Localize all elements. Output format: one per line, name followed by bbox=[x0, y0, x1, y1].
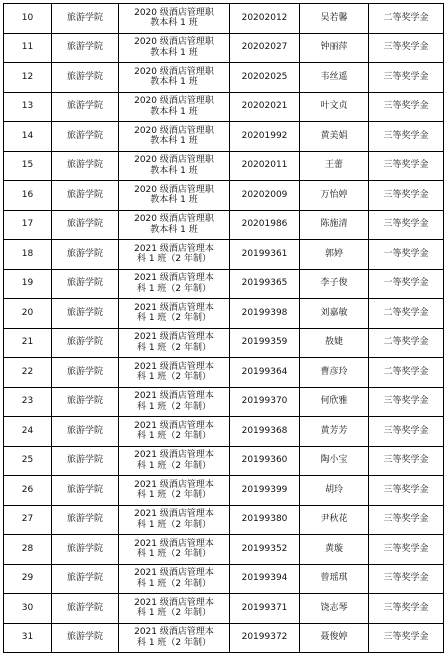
class-line: 科 1 班（2 年制） bbox=[136, 578, 212, 589]
class-line: 教本科 1 班 bbox=[150, 224, 198, 235]
class-line: 2021 级酒店管理本 bbox=[134, 509, 214, 520]
student-name-cell: 郭婷 bbox=[300, 240, 369, 270]
class-line: 科 1 班（2 年制） bbox=[136, 490, 212, 501]
scholarship-table bbox=[3, 3, 444, 653]
table-row bbox=[4, 387, 444, 417]
college-cell: 旅游学院 bbox=[52, 181, 119, 211]
student-name-cell: 陈施清 bbox=[300, 210, 369, 240]
class-line: 教本科 1 班 bbox=[150, 165, 198, 176]
class-line: 2020 级酒店管理职 bbox=[134, 37, 214, 48]
student-id-cell: 20199364 bbox=[230, 358, 300, 388]
student-name-cell: 叶文贞 bbox=[300, 92, 369, 122]
row-number-cell: 27 bbox=[4, 505, 52, 535]
table-row bbox=[4, 446, 444, 476]
table-row bbox=[4, 92, 444, 122]
student-id-cell: 20199368 bbox=[230, 417, 300, 447]
student-name-cell: 黄美娟 bbox=[300, 122, 369, 152]
award-cell: 三等奖学金 bbox=[369, 387, 444, 417]
table-row bbox=[4, 151, 444, 181]
class-cell bbox=[119, 387, 230, 417]
award-cell: 二等奖学金 bbox=[369, 4, 444, 34]
student-name-cell: 聂俊婷 bbox=[300, 623, 369, 653]
award-cell: 三等奖学金 bbox=[369, 535, 444, 565]
class-line: 2021 级酒店管理本 bbox=[134, 302, 214, 313]
class-cell bbox=[119, 358, 230, 388]
college-cell: 旅游学院 bbox=[52, 151, 119, 181]
table-row bbox=[4, 505, 444, 535]
class-line: 2020 级酒店管理职 bbox=[134, 96, 214, 107]
row-number-cell: 29 bbox=[4, 564, 52, 594]
student-name-cell: 黄璇 bbox=[300, 535, 369, 565]
table-row bbox=[4, 122, 444, 152]
award-cell: 三等奖学金 bbox=[369, 151, 444, 181]
table-row bbox=[4, 476, 444, 506]
class-cell bbox=[119, 328, 230, 358]
student-name-cell: 王蕾 bbox=[300, 151, 369, 181]
college-cell: 旅游学院 bbox=[52, 535, 119, 565]
student-id-cell: 20202027 bbox=[230, 33, 300, 63]
student-id-cell: 20199359 bbox=[230, 328, 300, 358]
student-id-cell: 20199380 bbox=[230, 505, 300, 535]
row-number-cell: 25 bbox=[4, 446, 52, 476]
row-number-cell: 12 bbox=[4, 63, 52, 93]
award-cell: 一等奖学金 bbox=[369, 269, 444, 299]
award-cell: 三等奖学金 bbox=[369, 505, 444, 535]
class-line: 2020 级酒店管理职 bbox=[134, 66, 214, 77]
college-cell: 旅游学院 bbox=[52, 623, 119, 653]
college-cell: 旅游学院 bbox=[52, 92, 119, 122]
college-cell: 旅游学院 bbox=[52, 505, 119, 535]
class-cell bbox=[119, 151, 230, 181]
row-number-cell: 30 bbox=[4, 594, 52, 624]
student-id-cell: 20199394 bbox=[230, 564, 300, 594]
class-line: 科 1 班（2 年制） bbox=[136, 283, 212, 294]
row-number-cell: 11 bbox=[4, 33, 52, 63]
class-cell bbox=[119, 181, 230, 211]
college-cell: 旅游学院 bbox=[52, 33, 119, 63]
table-row bbox=[4, 240, 444, 270]
class-cell bbox=[119, 299, 230, 329]
table-row bbox=[4, 210, 444, 240]
table-row bbox=[4, 564, 444, 594]
table-row bbox=[4, 328, 444, 358]
row-number-cell: 20 bbox=[4, 299, 52, 329]
class-line: 科 1 班（2 年制） bbox=[136, 637, 212, 648]
college-cell: 旅游学院 bbox=[52, 210, 119, 240]
award-cell: 三等奖学金 bbox=[369, 33, 444, 63]
class-line: 2021 级酒店管理本 bbox=[134, 243, 214, 254]
class-cell bbox=[119, 63, 230, 93]
class-cell bbox=[119, 535, 230, 565]
award-cell: 三等奖学金 bbox=[369, 63, 444, 93]
college-cell: 旅游学院 bbox=[52, 269, 119, 299]
class-cell bbox=[119, 505, 230, 535]
college-cell: 旅游学院 bbox=[52, 122, 119, 152]
class-line: 2021 级酒店管理本 bbox=[134, 332, 214, 343]
class-line: 教本科 1 班 bbox=[150, 106, 198, 117]
student-name-cell: 曹彦玲 bbox=[300, 358, 369, 388]
row-number-cell: 17 bbox=[4, 210, 52, 240]
student-id-cell: 20199399 bbox=[230, 476, 300, 506]
student-id-cell: 20202011 bbox=[230, 151, 300, 181]
table-body bbox=[4, 4, 444, 653]
student-id-cell: 20199361 bbox=[230, 240, 300, 270]
class-line: 2020 级酒店管理职 bbox=[134, 214, 214, 225]
table-row bbox=[4, 358, 444, 388]
table-row bbox=[4, 535, 444, 565]
class-cell bbox=[119, 446, 230, 476]
college-cell: 旅游学院 bbox=[52, 594, 119, 624]
class-line: 2021 级酒店管理本 bbox=[134, 627, 214, 638]
award-cell: 三等奖学金 bbox=[369, 92, 444, 122]
student-name-cell: 韦丝遥 bbox=[300, 63, 369, 93]
class-cell bbox=[119, 92, 230, 122]
award-cell: 一等奖学金 bbox=[369, 240, 444, 270]
student-id-cell: 20199371 bbox=[230, 594, 300, 624]
table-row bbox=[4, 623, 444, 653]
award-cell: 三等奖学金 bbox=[369, 564, 444, 594]
class-line: 科 1 班（2 年制） bbox=[136, 608, 212, 619]
student-name-cell: 万怡婷 bbox=[300, 181, 369, 211]
student-name-cell: 吴若馨 bbox=[300, 4, 369, 34]
student-id-cell: 20202025 bbox=[230, 63, 300, 93]
row-number-cell: 19 bbox=[4, 269, 52, 299]
college-cell: 旅游学院 bbox=[52, 4, 119, 34]
class-line: 科 1 班（2 年制） bbox=[136, 549, 212, 560]
award-cell: 三等奖学金 bbox=[369, 476, 444, 506]
table-row bbox=[4, 4, 444, 34]
student-id-cell: 20199360 bbox=[230, 446, 300, 476]
student-id-cell: 20202021 bbox=[230, 92, 300, 122]
class-cell bbox=[119, 594, 230, 624]
award-cell: 三等奖学金 bbox=[369, 181, 444, 211]
student-name-cell: 胡玲 bbox=[300, 476, 369, 506]
table-row bbox=[4, 269, 444, 299]
student-id-cell: 20199370 bbox=[230, 387, 300, 417]
table-row bbox=[4, 417, 444, 447]
class-line: 2021 级酒店管理本 bbox=[134, 450, 214, 461]
college-cell: 旅游学院 bbox=[52, 417, 119, 447]
table-row bbox=[4, 299, 444, 329]
row-number-cell: 23 bbox=[4, 387, 52, 417]
class-line: 2021 级酒店管理本 bbox=[134, 361, 214, 372]
class-line: 教本科 1 班 bbox=[150, 136, 198, 147]
award-cell: 二等奖学金 bbox=[369, 328, 444, 358]
student-id-cell: 20201992 bbox=[230, 122, 300, 152]
class-line: 2021 级酒店管理本 bbox=[134, 538, 214, 549]
row-number-cell: 26 bbox=[4, 476, 52, 506]
student-name-cell: 饶志琴 bbox=[300, 594, 369, 624]
table-row bbox=[4, 33, 444, 63]
row-number-cell: 13 bbox=[4, 92, 52, 122]
row-number-cell: 16 bbox=[4, 181, 52, 211]
student-id-cell: 20202009 bbox=[230, 181, 300, 211]
student-id-cell: 20199365 bbox=[230, 269, 300, 299]
class-line: 教本科 1 班 bbox=[150, 47, 198, 58]
award-cell: 三等奖学金 bbox=[369, 623, 444, 653]
class-cell bbox=[119, 476, 230, 506]
class-line: 科 1 班（2 年制） bbox=[136, 342, 212, 353]
class-cell bbox=[119, 240, 230, 270]
student-id-cell: 20199372 bbox=[230, 623, 300, 653]
college-cell: 旅游学院 bbox=[52, 358, 119, 388]
college-cell: 旅游学院 bbox=[52, 446, 119, 476]
student-id-cell: 20199398 bbox=[230, 299, 300, 329]
student-name-cell: 陶小宝 bbox=[300, 446, 369, 476]
class-line: 2020 级酒店管理职 bbox=[134, 125, 214, 136]
award-cell: 三等奖学金 bbox=[369, 417, 444, 447]
class-line: 教本科 1 班 bbox=[150, 18, 198, 29]
table-row bbox=[4, 63, 444, 93]
class-line: 2021 级酒店管理本 bbox=[134, 568, 214, 579]
student-id-cell: 20202012 bbox=[230, 4, 300, 34]
college-cell: 旅游学院 bbox=[52, 299, 119, 329]
award-cell: 二等奖学金 bbox=[369, 299, 444, 329]
class-line: 教本科 1 班 bbox=[150, 195, 198, 206]
student-name-cell: 黄芳芳 bbox=[300, 417, 369, 447]
college-cell: 旅游学院 bbox=[52, 63, 119, 93]
class-line: 2020 级酒店管理职 bbox=[134, 7, 214, 18]
row-number-cell: 21 bbox=[4, 328, 52, 358]
row-number-cell: 22 bbox=[4, 358, 52, 388]
class-cell bbox=[119, 623, 230, 653]
college-cell: 旅游学院 bbox=[52, 387, 119, 417]
class-cell bbox=[119, 564, 230, 594]
student-name-cell: 尹秋花 bbox=[300, 505, 369, 535]
row-number-cell: 31 bbox=[4, 623, 52, 653]
class-line: 科 1 班（2 年制） bbox=[136, 254, 212, 265]
student-id-cell: 20199352 bbox=[230, 535, 300, 565]
row-number-cell: 18 bbox=[4, 240, 52, 270]
class-line: 2021 级酒店管理本 bbox=[134, 391, 214, 402]
class-line: 2020 级酒店管理职 bbox=[134, 184, 214, 195]
student-name-cell: 李子俊 bbox=[300, 269, 369, 299]
student-name-cell: 何欣雅 bbox=[300, 387, 369, 417]
award-cell: 三等奖学金 bbox=[369, 594, 444, 624]
class-line: 科 1 班（2 年制） bbox=[136, 372, 212, 383]
table-row bbox=[4, 594, 444, 624]
award-cell: 二等奖学金 bbox=[369, 358, 444, 388]
student-name-cell: 敖婕 bbox=[300, 328, 369, 358]
student-name-cell: 刘嘉敏 bbox=[300, 299, 369, 329]
class-line: 2021 级酒店管理本 bbox=[134, 479, 214, 490]
class-line: 科 1 班（2 年制） bbox=[136, 460, 212, 471]
class-line: 2021 级酒店管理本 bbox=[134, 420, 214, 431]
class-line: 科 1 班（2 年制） bbox=[136, 519, 212, 530]
row-number-cell: 15 bbox=[4, 151, 52, 181]
award-cell: 三等奖学金 bbox=[369, 122, 444, 152]
class-line: 教本科 1 班 bbox=[150, 77, 198, 88]
row-number-cell: 24 bbox=[4, 417, 52, 447]
college-cell: 旅游学院 bbox=[52, 476, 119, 506]
class-cell bbox=[119, 417, 230, 447]
class-line: 科 1 班（2 年制） bbox=[136, 401, 212, 412]
class-line: 科 1 班（2 年制） bbox=[136, 313, 212, 324]
class-cell bbox=[119, 4, 230, 34]
class-cell bbox=[119, 122, 230, 152]
class-line: 2021 级酒店管理本 bbox=[134, 597, 214, 608]
student-name-cell: 钟丽萍 bbox=[300, 33, 369, 63]
row-number-cell: 14 bbox=[4, 122, 52, 152]
class-line: 2021 级酒店管理本 bbox=[134, 273, 214, 284]
student-name-cell: 曾瑶琪 bbox=[300, 564, 369, 594]
award-cell: 三等奖学金 bbox=[369, 446, 444, 476]
college-cell: 旅游学院 bbox=[52, 240, 119, 270]
row-number-cell: 28 bbox=[4, 535, 52, 565]
class-cell bbox=[119, 269, 230, 299]
class-line: 2020 级酒店管理职 bbox=[134, 155, 214, 166]
class-cell bbox=[119, 210, 230, 240]
class-cell bbox=[119, 33, 230, 63]
award-cell: 三等奖学金 bbox=[369, 210, 444, 240]
college-cell: 旅游学院 bbox=[52, 328, 119, 358]
college-cell: 旅游学院 bbox=[52, 564, 119, 594]
table-row bbox=[4, 181, 444, 211]
row-number-cell: 10 bbox=[4, 4, 52, 34]
class-line: 科 1 班（2 年制） bbox=[136, 431, 212, 442]
student-id-cell: 20201986 bbox=[230, 210, 300, 240]
